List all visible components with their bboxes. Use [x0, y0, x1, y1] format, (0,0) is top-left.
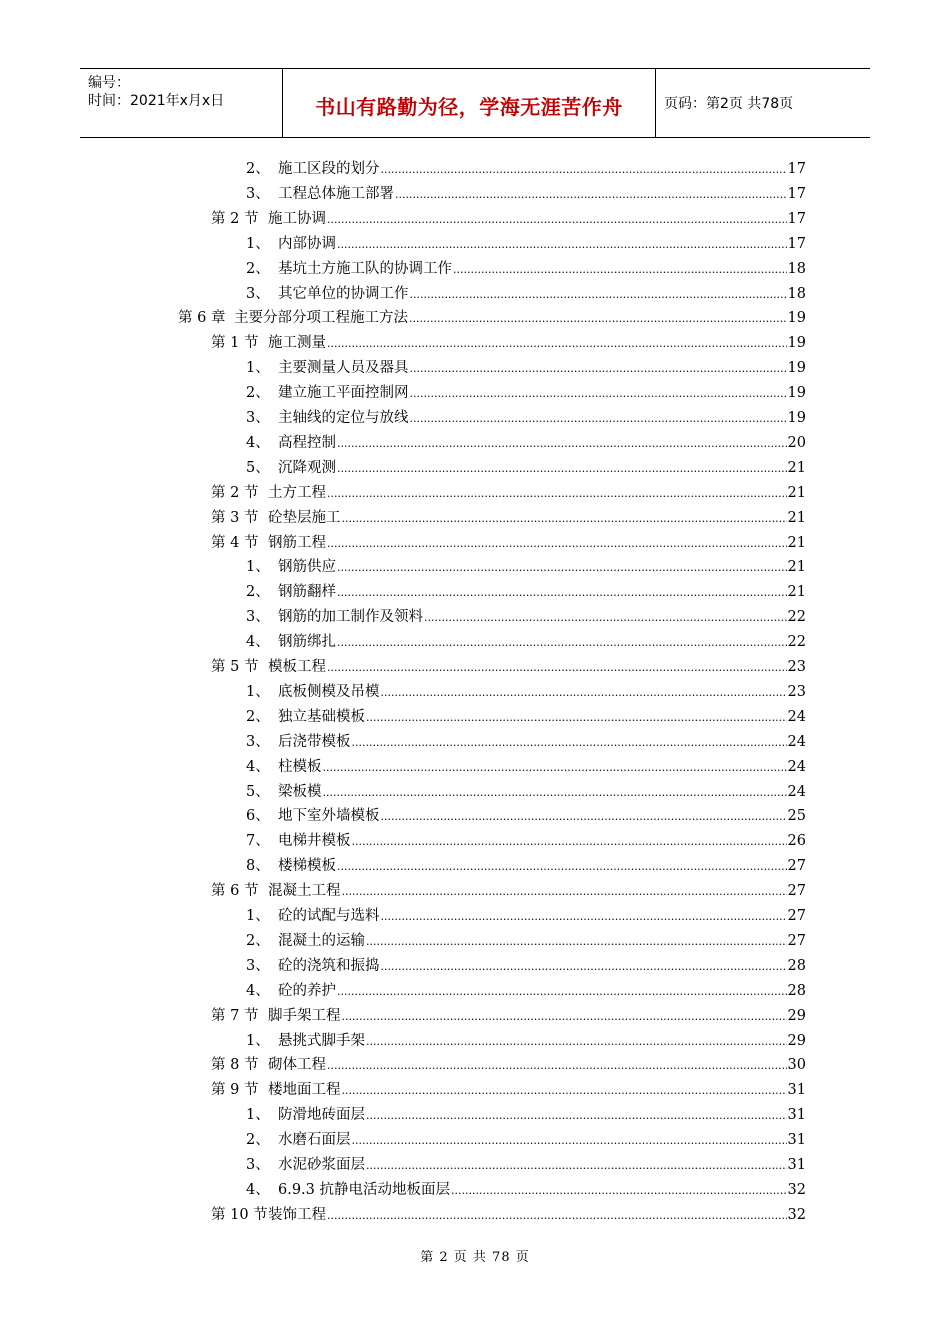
toc-entry-page: 19 [787, 335, 806, 352]
toc-entry-page: 26 [787, 833, 806, 850]
toc-entry[interactable] [246, 283, 806, 305]
toc-entry-title: 建立施工平面控制网 [278, 385, 409, 402]
toc-entry-page: 21 [787, 534, 806, 551]
toc-entry[interactable] [246, 731, 806, 753]
toc-entry[interactable] [211, 532, 806, 554]
toc-entry-page: 27 [787, 908, 806, 924]
toc-leader-dots [327, 532, 787, 555]
toc-entry-title: 工程总体施工部署 [278, 185, 394, 202]
toc-entry[interactable] [246, 233, 806, 255]
toc-leader-dots [366, 706, 787, 729]
toc-entry-page: 24 [787, 708, 806, 725]
toc-entry-page: 27 [787, 932, 806, 949]
toc-entry[interactable] [211, 1054, 806, 1076]
toc-entry-number: 3、 [246, 957, 270, 974]
toc-leader-dots [337, 556, 787, 579]
toc-entry-title: 电梯井模板 [278, 833, 351, 850]
toc-entry-title: 独立基础模板 [278, 708, 365, 725]
toc-entry-page: 28 [787, 957, 806, 974]
toc-entry-number: 2、 [246, 932, 270, 949]
toc-entry-page: 31 [787, 1157, 806, 1173]
toc-entry-title: 地下室外墙模板 [278, 808, 380, 825]
toc-leader-dots [337, 581, 787, 604]
toc-entry-title: 砌体工程 [268, 1057, 326, 1074]
toc-entry-page: 24 [787, 758, 806, 775]
toc-leader-dots [410, 283, 787, 306]
toc-entry-number: 4、 [246, 434, 270, 451]
toc-entry-title: 内部协调 [278, 235, 336, 252]
toc-entry-number: 5、 [246, 459, 270, 476]
toc-entry-page: 21 [787, 459, 806, 476]
page-info: 页码：第2页 共78页 [664, 96, 794, 112]
toc-entry[interactable] [246, 930, 806, 952]
toc-entry-page: 25 [787, 808, 806, 825]
toc-entry-page: 27 [787, 883, 806, 900]
toc-entry-number: 第 5 节 [211, 659, 259, 675]
toc-leader-dots [366, 930, 787, 953]
toc-entry[interactable] [211, 208, 806, 230]
toc-entry-page: 18 [787, 285, 806, 302]
toc-entry-title: 装饰工程 [268, 1206, 326, 1223]
toc-entry-title: 混凝土工程 [268, 883, 341, 900]
toc-entry-title: 水磨石面层 [278, 1132, 351, 1149]
toc-entry[interactable] [211, 1079, 806, 1101]
toc-entry-page: 24 [787, 783, 806, 800]
time-label: 时间：2021年x月x日 [88, 93, 225, 109]
page-header [80, 68, 870, 138]
toc-entry-title: 砼的浇筑和振捣 [278, 957, 380, 974]
toc-leader-dots [337, 233, 787, 256]
toc-leader-dots [381, 158, 787, 181]
toc-entry-title: 脚手架工程 [268, 1007, 341, 1024]
toc-entry-number: 1、 [246, 360, 270, 377]
toc-leader-dots [410, 407, 787, 430]
toc-entry-page: 22 [787, 634, 806, 651]
toc-leader-dots [337, 980, 787, 1003]
toc-entry-number: 6、 [246, 808, 270, 825]
toc-leader-dots [366, 1104, 787, 1127]
toc-entry-title: 砼的试配与选料 [278, 908, 380, 924]
toc-entry-page: 19 [787, 360, 806, 377]
toc-entry-number: 第 2 节 [211, 484, 259, 501]
toc-entry-page: 29 [787, 1007, 806, 1024]
toc-entry-title: 底板侧模及吊模 [278, 683, 380, 700]
toc-entry-number: 1、 [246, 559, 270, 576]
toc-entry[interactable] [246, 357, 806, 379]
toc-entry[interactable] [246, 1154, 806, 1176]
toc-entry[interactable] [246, 706, 806, 728]
toc-entry[interactable] [246, 905, 806, 927]
toc-entry-title: 水泥砂浆面层 [278, 1157, 365, 1173]
toc-entry-number: 2、 [246, 161, 270, 177]
toc-leader-dots [395, 183, 787, 206]
toc-entry[interactable] [246, 606, 806, 628]
toc-entry-page: 31 [787, 1132, 806, 1149]
toc-entry[interactable] [211, 1005, 806, 1027]
toc-leader-dots [342, 1005, 787, 1028]
toc-leader-dots [327, 1054, 787, 1077]
toc-entry-page: 24 [787, 733, 806, 750]
toc-entry-number: 8、 [246, 858, 270, 875]
toc-entry-number: 5、 [246, 783, 270, 800]
toc-entry-title: 柱模板 [278, 758, 322, 775]
toc-entry-page: 19 [787, 310, 806, 327]
toc-entry-number: 7、 [246, 833, 270, 850]
toc-entry-page: 21 [787, 484, 806, 501]
toc-entry-title: 钢筋供应 [278, 559, 336, 576]
toc-entry-number: 第 10 节 [211, 1206, 268, 1223]
toc-entry-number: 第 2 节 [211, 210, 259, 227]
toc-entry[interactable] [246, 955, 806, 977]
toc-entry[interactable] [211, 880, 806, 902]
toc-entry-title: 主要分部分项工程施工方法 [234, 310, 408, 327]
toc-entry-number: 2、 [246, 1132, 270, 1149]
toc-entry[interactable] [246, 855, 806, 877]
toc-entry-title: 主轴线的定位与放线 [278, 410, 409, 426]
toc-entry-title: 施工区段的划分 [278, 161, 380, 177]
toc-entry-number: 第 9 节 [211, 1082, 259, 1099]
toc-leader-dots [327, 332, 787, 355]
toc-entry-title: 梁板模 [278, 783, 322, 800]
toc-entry-page: 23 [787, 683, 806, 700]
toc-entry-number: 1、 [246, 683, 270, 700]
header-right-cell [656, 69, 870, 137]
toc-entry[interactable] [211, 656, 806, 678]
toc-entry-number: 4、 [246, 758, 270, 775]
toc-entry-number: 2、 [246, 708, 270, 725]
toc-entry-number: 3、 [246, 410, 270, 426]
toc-entry[interactable] [246, 258, 806, 280]
toc-entry-title: 其它单位的协调工作 [278, 285, 409, 302]
toc-entry-title: 施工协调 [268, 210, 326, 227]
toc-leader-dots [342, 880, 787, 903]
toc-entry-number: 1、 [246, 908, 270, 924]
toc-entry-page: 21 [787, 584, 806, 601]
toc-leader-dots [352, 830, 787, 853]
toc-leader-dots [342, 1079, 787, 1102]
toc-entry-number: 第 1 节 [211, 335, 259, 352]
toc-entry-title: 楼地面工程 [268, 1082, 341, 1099]
toc-entry-title: 钢筋工程 [268, 534, 326, 551]
toc-entry-page: 32 [787, 1206, 806, 1223]
toc-entry-number: 1、 [246, 1032, 270, 1049]
toc-leader-dots [327, 208, 787, 231]
toc-leader-dots [366, 1030, 787, 1053]
header-middle-cell [283, 69, 656, 137]
toc-entry-title: 悬挑式脚手架 [278, 1032, 365, 1049]
toc-entry-page: 23 [787, 659, 806, 675]
toc-entry[interactable] [246, 631, 806, 653]
toc-entry[interactable] [178, 307, 806, 329]
toc-leader-dots [352, 731, 787, 754]
toc-entry-number: 第 8 节 [211, 1057, 259, 1074]
toc-entry-page: 17 [787, 235, 806, 252]
toc-entry[interactable] [246, 1030, 806, 1052]
toc-entry-page: 17 [787, 185, 806, 202]
toc-leader-dots [327, 482, 787, 505]
toc-entry[interactable] [211, 507, 806, 529]
toc-entry-number: 4、 [246, 634, 270, 651]
toc-leader-dots [453, 258, 787, 281]
toc-leader-dots [381, 955, 787, 978]
toc-entry-page: 31 [787, 1082, 806, 1099]
toc-leader-dots [327, 1204, 787, 1227]
toc-entry-number: 第 4 节 [211, 534, 259, 551]
toc-entry-page: 28 [787, 982, 806, 999]
toc-entry-number: 3、 [246, 185, 270, 202]
toc-entry-number: 3、 [246, 285, 270, 302]
toc-entry-number: 4、 [246, 982, 270, 999]
toc-leader-dots [381, 681, 787, 704]
page-footer: 第 2 页 共 78 页 [420, 1250, 530, 1265]
toc-entry-page: 31 [787, 1107, 806, 1124]
toc-entry-number: 3、 [246, 1157, 270, 1173]
toc-entry-page: 21 [787, 509, 806, 526]
toc-leader-dots [342, 507, 787, 530]
toc-entry-page: 18 [787, 260, 806, 277]
toc-entry[interactable] [246, 382, 806, 404]
toc-entry-number: 3、 [246, 609, 270, 626]
toc-entry-title: 防滑地砖面层 [278, 1107, 365, 1124]
toc-leader-dots [366, 1154, 787, 1177]
toc-entry-number: 2、 [246, 385, 270, 402]
toc-entry-title: 砼的养护 [278, 982, 336, 999]
toc-entry[interactable] [246, 1129, 806, 1151]
toc-entry-title: 混凝土的运输 [278, 932, 365, 949]
toc-entry[interactable] [246, 980, 806, 1002]
toc-entry[interactable] [246, 756, 806, 778]
toc-entry-page: 20 [787, 434, 806, 451]
toc-entry-number: 1、 [246, 235, 270, 252]
code-label: 编号： [88, 75, 130, 91]
toc-entry-title: 钢筋的加工制作及领料 [278, 609, 423, 626]
toc-entry[interactable] [246, 781, 806, 803]
toc-leader-dots [327, 656, 787, 679]
toc-entry-number: 第 6 章 [178, 310, 226, 327]
toc-entry-page: 19 [787, 410, 806, 426]
toc-leader-dots [410, 382, 787, 405]
toc-entry-page: 27 [787, 858, 806, 875]
toc-entry[interactable] [246, 556, 806, 578]
toc-entry-number: 2、 [246, 260, 270, 277]
toc-entry-number: 第 7 节 [211, 1007, 259, 1024]
toc-entry-number: 1、 [246, 1107, 270, 1124]
toc-entry[interactable] [246, 457, 806, 479]
toc-entry-title: 施工测量 [268, 335, 326, 352]
toc-entry-page: 17 [787, 210, 806, 227]
toc-entry-title: 钢筋绑扎 [278, 634, 336, 651]
toc-entry-title: 后浇带模板 [278, 733, 351, 750]
toc-entry[interactable] [211, 1204, 806, 1226]
toc-entry-title: 模板工程 [268, 659, 326, 675]
toc-entry[interactable] [246, 805, 806, 827]
toc-entry-number: 3、 [246, 733, 270, 750]
toc-entry-page: 29 [787, 1032, 806, 1049]
toc-entry-title: 楼梯模板 [278, 858, 336, 875]
toc-leader-dots [410, 357, 787, 380]
toc-entry-number: 4、 [246, 1181, 270, 1198]
toc-leader-dots [424, 606, 787, 629]
toc-leader-dots [381, 805, 787, 828]
toc-leader-dots [352, 1129, 787, 1152]
toc-leader-dots [409, 307, 787, 330]
toc-leader-dots [337, 457, 787, 480]
toc-entry-page: 17 [787, 161, 806, 177]
toc-leader-dots [337, 432, 787, 455]
toc-entry-title: 砼垫层施工 [268, 509, 341, 526]
toc-entry-page: 22 [787, 609, 806, 626]
toc-entry[interactable] [246, 158, 806, 180]
toc-leader-dots [451, 1179, 787, 1202]
toc-entry-title: 高程控制 [278, 434, 336, 451]
toc-leader-dots [381, 905, 787, 928]
toc-entry[interactable] [246, 1104, 806, 1126]
toc-entry[interactable] [211, 332, 806, 354]
toc-entry-title: 钢筋翻样 [278, 584, 336, 601]
toc-entry-number: 2、 [246, 584, 270, 601]
toc-entry-title: 6.9.3 抗静电活动地板面层 [278, 1181, 451, 1198]
toc-entry-page: 30 [787, 1057, 806, 1074]
toc-entry[interactable] [246, 432, 806, 454]
toc-entry-number: 第 6 节 [211, 883, 259, 900]
toc-entry-title: 土方工程 [268, 484, 326, 501]
toc-entry-number: 第 3 节 [211, 509, 259, 526]
motto-text: 书山有路勤为径，学海无涯苦作舟 [315, 95, 623, 119]
toc-leader-dots [337, 631, 787, 654]
toc-entry[interactable] [246, 830, 806, 852]
toc-entry-title: 沉降观测 [278, 459, 336, 476]
toc-entry[interactable] [246, 1179, 806, 1201]
toc-entry-page: 19 [787, 385, 806, 402]
toc-entry[interactable] [246, 581, 806, 603]
toc-entry[interactable] [211, 482, 806, 504]
toc-entry[interactable] [246, 681, 806, 703]
header-left-cell [80, 69, 283, 137]
toc-leader-dots [323, 781, 787, 804]
toc-leader-dots [337, 855, 787, 878]
toc-entry[interactable] [246, 183, 806, 205]
toc-entry[interactable] [246, 407, 806, 429]
toc-entry-page: 32 [787, 1181, 806, 1198]
toc-entry-title: 主要测量人员及器具 [278, 360, 409, 377]
toc-entry-title: 基坑土方施工队的协调工作 [278, 260, 452, 277]
toc-entry-page: 21 [787, 559, 806, 576]
toc-leader-dots [323, 756, 787, 779]
